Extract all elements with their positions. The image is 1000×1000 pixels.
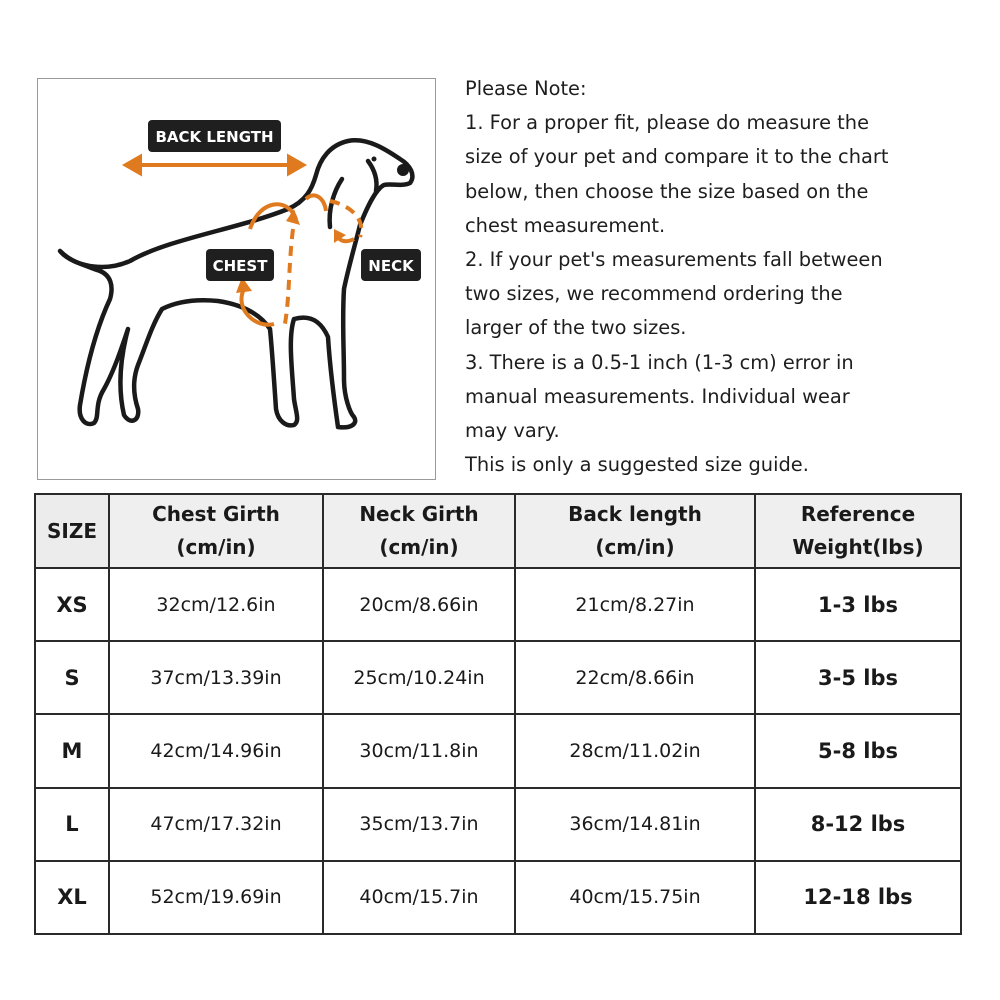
weight-cell: 8-12 lbs	[755, 788, 961, 861]
header-text: Back length	[568, 502, 702, 526]
note-line: below, then choose the size based on the	[465, 179, 869, 203]
nose-icon	[397, 164, 409, 176]
size-cell: S	[35, 641, 109, 714]
header-text: Reference	[800, 502, 916, 526]
label-back-length	[148, 120, 281, 152]
neck-measure-loop	[306, 195, 361, 241]
weight-cell: 3-5 lbs	[755, 641, 961, 714]
label-neck-text: NECK	[368, 257, 414, 275]
note-line: 2. If your pet's measurements fall between	[465, 248, 883, 272]
back-length-arrow	[126, 157, 303, 173]
header-chest-girth	[109, 494, 323, 568]
header-size	[35, 494, 109, 568]
header-text: Neck Girth	[359, 502, 479, 526]
header-reference-weight	[755, 494, 961, 568]
chest-cell: 32cm/12.6in	[109, 568, 323, 641]
eye-icon	[372, 157, 377, 162]
header-size-text: SIZE	[46, 518, 97, 543]
back-cell: 28cm/11.02in	[515, 714, 755, 787]
weight-cell: 5-8 lbs	[755, 714, 961, 787]
dog-outline	[60, 140, 412, 427]
label-back-length-text: BACK LENGTH	[155, 128, 274, 146]
weight-cell: 12-18 lbs	[755, 861, 961, 934]
label-neck	[361, 249, 421, 281]
size-chart-table	[34, 493, 962, 935]
back-cell: 40cm/15.75in	[515, 861, 755, 934]
label-chest-text: CHEST	[212, 257, 268, 275]
table-row	[35, 861, 961, 934]
size-cell: L	[35, 788, 109, 861]
notes-heading: Please Note:	[465, 77, 587, 100]
weight-cell: 1-3 lbs	[755, 568, 961, 641]
header-neck-girth	[323, 494, 515, 568]
header-text: Chest Girth	[152, 502, 280, 526]
neck-cell: 35cm/13.7in	[323, 788, 515, 861]
chest-arrowhead	[286, 209, 300, 225]
chest-cell: 42cm/14.96in	[109, 714, 323, 787]
header-unit: (cm/in)	[595, 535, 675, 559]
note-line: This is only a suggested size guide.	[465, 453, 809, 477]
note-line: 3. There is a 0.5-1 inch (1-3 cm) error in	[465, 350, 854, 374]
table-header-row	[35, 494, 961, 568]
table-row	[35, 641, 961, 714]
table-row	[35, 568, 961, 641]
note-line: larger of the two sizes.	[465, 316, 687, 340]
chest-cell: 47cm/17.32in	[109, 788, 323, 861]
size-cell: M	[35, 714, 109, 787]
table-row	[35, 714, 961, 787]
chest-cell: 37cm/13.39in	[109, 641, 323, 714]
header-back-length	[515, 494, 755, 568]
neck-cell: 25cm/10.24in	[323, 641, 515, 714]
header-unit: (cm/in)	[379, 535, 459, 559]
please-note-block	[465, 72, 985, 482]
note-line: chest measurement.	[465, 213, 666, 237]
note-line: may vary.	[465, 419, 560, 443]
neck-cell: 40cm/15.7in	[323, 861, 515, 934]
header-unit: (cm/in)	[176, 535, 256, 559]
back-cell: 21cm/8.27in	[515, 568, 755, 641]
back-cell: 36cm/14.81in	[515, 788, 755, 861]
size-cell: XS	[35, 568, 109, 641]
label-chest	[206, 249, 274, 281]
note-line: size of your pet and compare it to the chart	[465, 145, 889, 169]
note-line: manual measurements. Individual wear	[465, 384, 850, 408]
header-unit: Weight(lbs)	[792, 535, 924, 559]
chest-cell: 52cm/19.69in	[109, 861, 323, 934]
note-line: 1. For a proper fit, please do measure the	[465, 111, 870, 135]
size-cell: XL	[35, 861, 109, 934]
table-row	[35, 788, 961, 861]
back-cell: 22cm/8.66in	[515, 641, 755, 714]
note-line: two sizes, we recommend ordering the	[465, 282, 843, 306]
neck-cell: 20cm/8.66in	[323, 568, 515, 641]
dog-measurement-diagram	[37, 78, 436, 480]
neck-cell: 30cm/11.8in	[323, 714, 515, 787]
dog-illustration	[38, 79, 437, 481]
